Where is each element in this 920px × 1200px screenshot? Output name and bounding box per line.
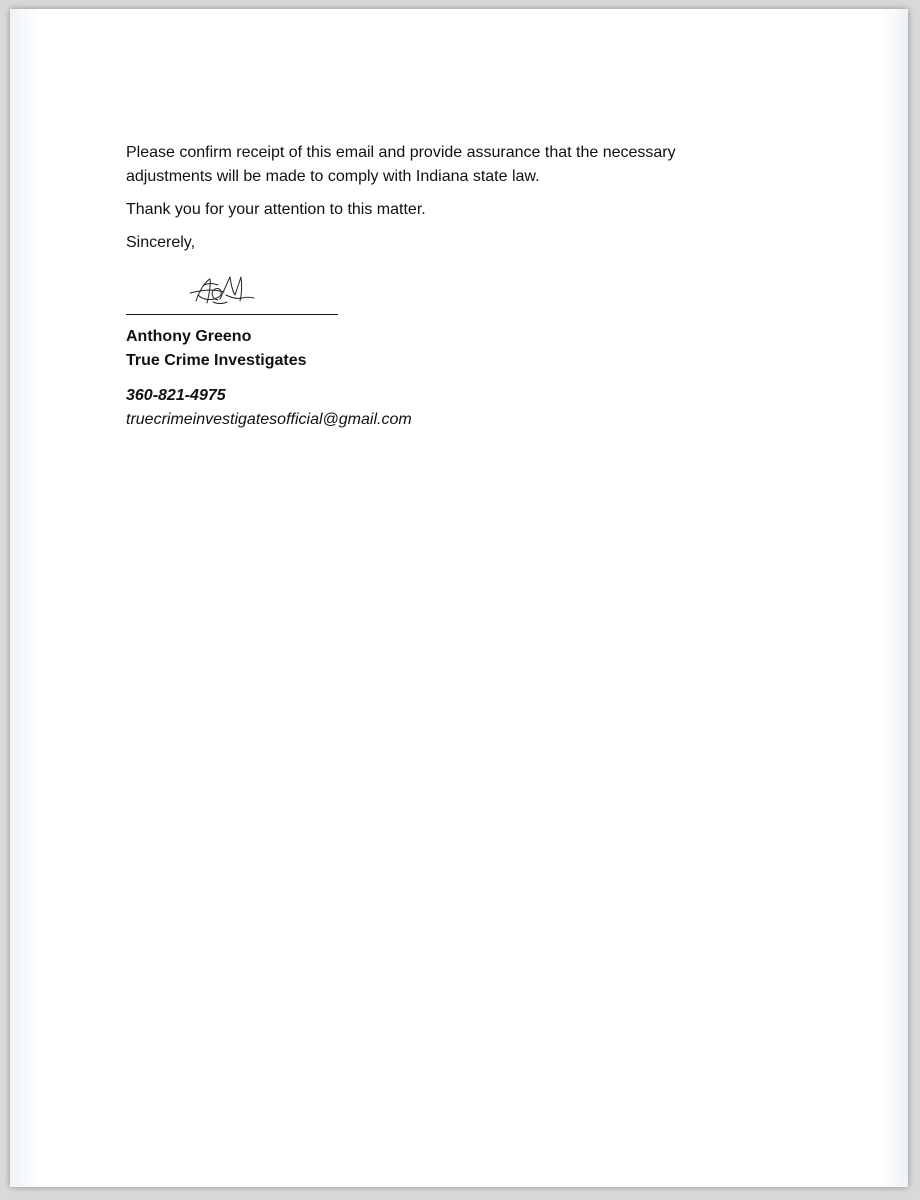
scan-edge-shade-right xyxy=(878,9,908,1187)
signer-name: Anthony Greeno xyxy=(126,328,252,345)
signer-email: truecrimeinvestigatesofficial@gmail.com xyxy=(126,411,412,428)
document-page xyxy=(10,9,908,1187)
body-paragraph-thank-you: Thank you for your attention to this matter. xyxy=(126,201,426,218)
body-paragraph-confirm-receipt: Please confirm receipt of this email and provide assurance that the necessary adjustments will be made to comply with Indiana state law. xyxy=(126,144,676,185)
signature-block xyxy=(126,271,340,315)
letter-body xyxy=(126,141,766,432)
signature-line xyxy=(126,314,338,315)
signer-phone: 360-821-4975 xyxy=(126,387,226,404)
signer-organization: True Crime Investigates xyxy=(126,352,307,369)
closing-salutation: Sincerely, xyxy=(126,234,196,251)
scan-edge-shade-left xyxy=(10,9,40,1187)
handwritten-signature-icon xyxy=(180,271,266,311)
